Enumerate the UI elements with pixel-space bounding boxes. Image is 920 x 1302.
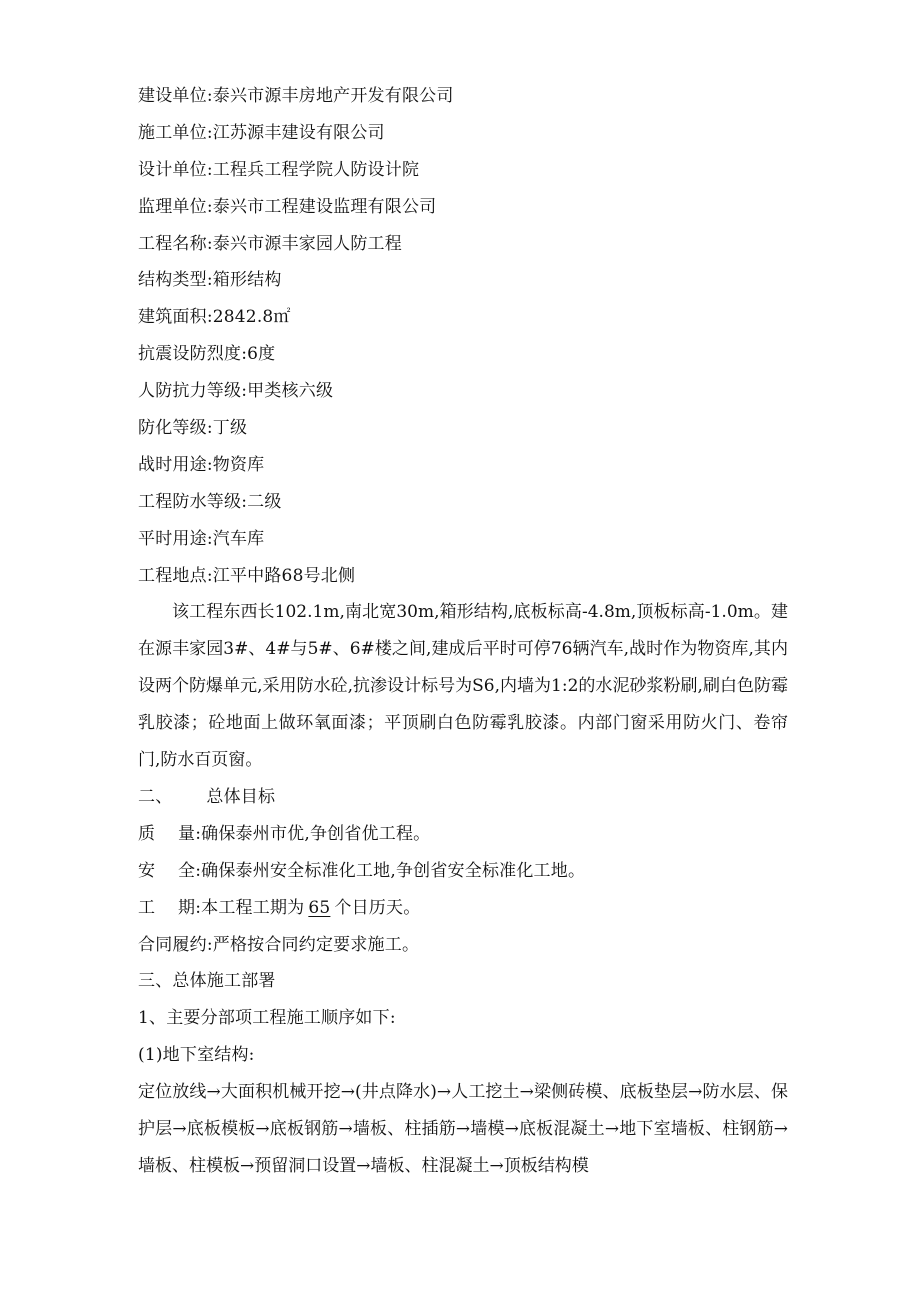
info-label: 建筑面积 (138, 307, 207, 328)
info-value: 甲类核六级 (247, 381, 334, 402)
info-label: 人防抗力等级 (138, 381, 242, 402)
info-line-civil-defense-level: 人防抗力等级:甲类核六级 (138, 381, 334, 402)
goal-quality: 质 量:确保泰州市优,争创省优工程。 (138, 823, 431, 844)
info-value: 2842.8㎡ (212, 307, 291, 328)
info-line-peacetime-use: 平时用途:汽车库 (138, 528, 265, 549)
info-label: 结构类型 (138, 270, 207, 291)
period-days: 65 (308, 897, 331, 918)
info-line-location: 工程地点:江平中路68号北侧 (138, 565, 356, 586)
info-line-waterproof-grade: 工程防水等级:二级 (138, 491, 282, 512)
goal-value: 本工程工期为 (201, 897, 305, 918)
goal-contract: 合同履约:严格按合同约定要求施工。 (138, 934, 420, 955)
goal-label: 合同履约 (138, 934, 207, 955)
info-label: 设计单位 (138, 159, 207, 180)
info-label: 平时用途 (138, 528, 207, 549)
info-label: 工程防水等级 (138, 491, 242, 512)
goal-value-suffix: 个日历天。 (334, 897, 421, 918)
info-label: 建设单位 (138, 86, 207, 106)
info-value: 丁级 (212, 418, 248, 439)
goal-value: 确保泰州市优,争创省优工程。 (201, 823, 431, 844)
goal-period: 工 期:本工程工期为 65 个日历天。 (138, 897, 421, 918)
info-value: 泰兴市工程建设监理有限公司 (212, 196, 437, 217)
info-value: 物资库 (212, 454, 265, 475)
info-value: 箱形结构 (212, 270, 282, 291)
info-label: 抗震设防烈度 (138, 344, 242, 365)
info-line-designer: 设计单位:工程兵工程学院人防设计院 (138, 159, 420, 180)
info-label: 战时用途 (138, 454, 207, 475)
project-description: 该工程东西长102.1m,南北宽30m,箱形结构,底板标高-4.8m,顶板标高-1.0m。建在源丰家园3#、4#与5#、6#楼之间,建成后平时可停76辆汽车,战时作为物资库,其内设两个防爆单元,采用防水砼,抗渗设计标号为S6,内墙为1:2的水泥砂浆粉刷,刷白色防霉乳胶漆；砼地面上做环氧面漆；平顶刷白色防霉乳胶漆。内部门窗采用防火门、卷帘门,防水百页窗。 (138, 602, 788, 771)
info-value: 工程兵工程学院人防设计院 (212, 159, 420, 180)
info-line-project-name: 工程名称:泰兴市源丰家园人防工程 (138, 233, 402, 254)
goal-label: 质 量 (138, 823, 196, 844)
info-line-builder: 施工单位:江苏源丰建设有限公司 (138, 122, 385, 143)
info-line-wartime-use: 战时用途:物资库 (138, 454, 265, 475)
section-heading-deployment: 三、总体施工部署 (138, 971, 276, 992)
info-label: 工程名称 (138, 233, 207, 254)
goal-value: 严格按合同约定要求施工。 (212, 934, 420, 955)
goal-value: 确保泰州安全标准化工地,争创省安全标准化工地。 (201, 860, 586, 881)
info-value: 江苏源丰建设有限公司 (212, 122, 385, 143)
goal-label: 安 全 (138, 860, 196, 881)
section-heading-goals (138, 779, 788, 816)
section-number: 二、 (138, 787, 173, 807)
info-label: 施工单位 (138, 122, 207, 143)
info-value: 6度 (247, 344, 276, 365)
info-line-construction-unit: 建设单位:泰兴市源丰房地产开发有限公司 (138, 86, 454, 106)
section-title: 总体目标 (206, 787, 276, 807)
info-value: 泰兴市源丰房地产开发有限公司 (212, 86, 454, 106)
info-line-structure-type: 结构类型:箱形结构 (138, 270, 282, 291)
goal-label: 工 期 (138, 897, 196, 918)
info-label: 防化等级 (138, 418, 207, 439)
info-value: 汽车库 (212, 528, 265, 549)
info-line-floor-area: 建筑面积:2842.8㎡ (138, 307, 291, 328)
info-value: 泰兴市源丰家园人防工程 (212, 233, 402, 254)
info-value: 江平中路68号北侧 (212, 565, 356, 586)
goal-safety: 安 全:确保泰州安全标准化工地,争创省安全标准化工地。 (138, 860, 586, 881)
construction-sequence: 定位放线→大面积机械开挖→(井点降水)→人工挖土→梁侧砖模、底板垫层→防水层、保护层→底板模板→底板钢筋→墙板、柱插筋→墙模→底板混凝土→地下室墙板、柱钢筋→墙板、柱模板→预留洞口设置→墙板、柱混凝土→顶板结构模 (138, 1082, 788, 1176)
info-line-chemical-defense: 防化等级:丁级 (138, 418, 248, 439)
info-line-seismic: 抗震设防烈度:6度 (138, 344, 276, 365)
info-value: 二级 (247, 491, 282, 512)
info-label: 工程地点 (138, 565, 207, 586)
subsection-heading: 1、主要分部项工程施工顺序如下: (138, 1008, 396, 1029)
item-heading-basement: (1)地下室结构: (138, 1045, 255, 1066)
info-label: 监理单位 (138, 196, 207, 217)
info-line-supervisor: 监理单位:泰兴市工程建设监理有限公司 (138, 196, 437, 217)
document-body (138, 78, 788, 1185)
